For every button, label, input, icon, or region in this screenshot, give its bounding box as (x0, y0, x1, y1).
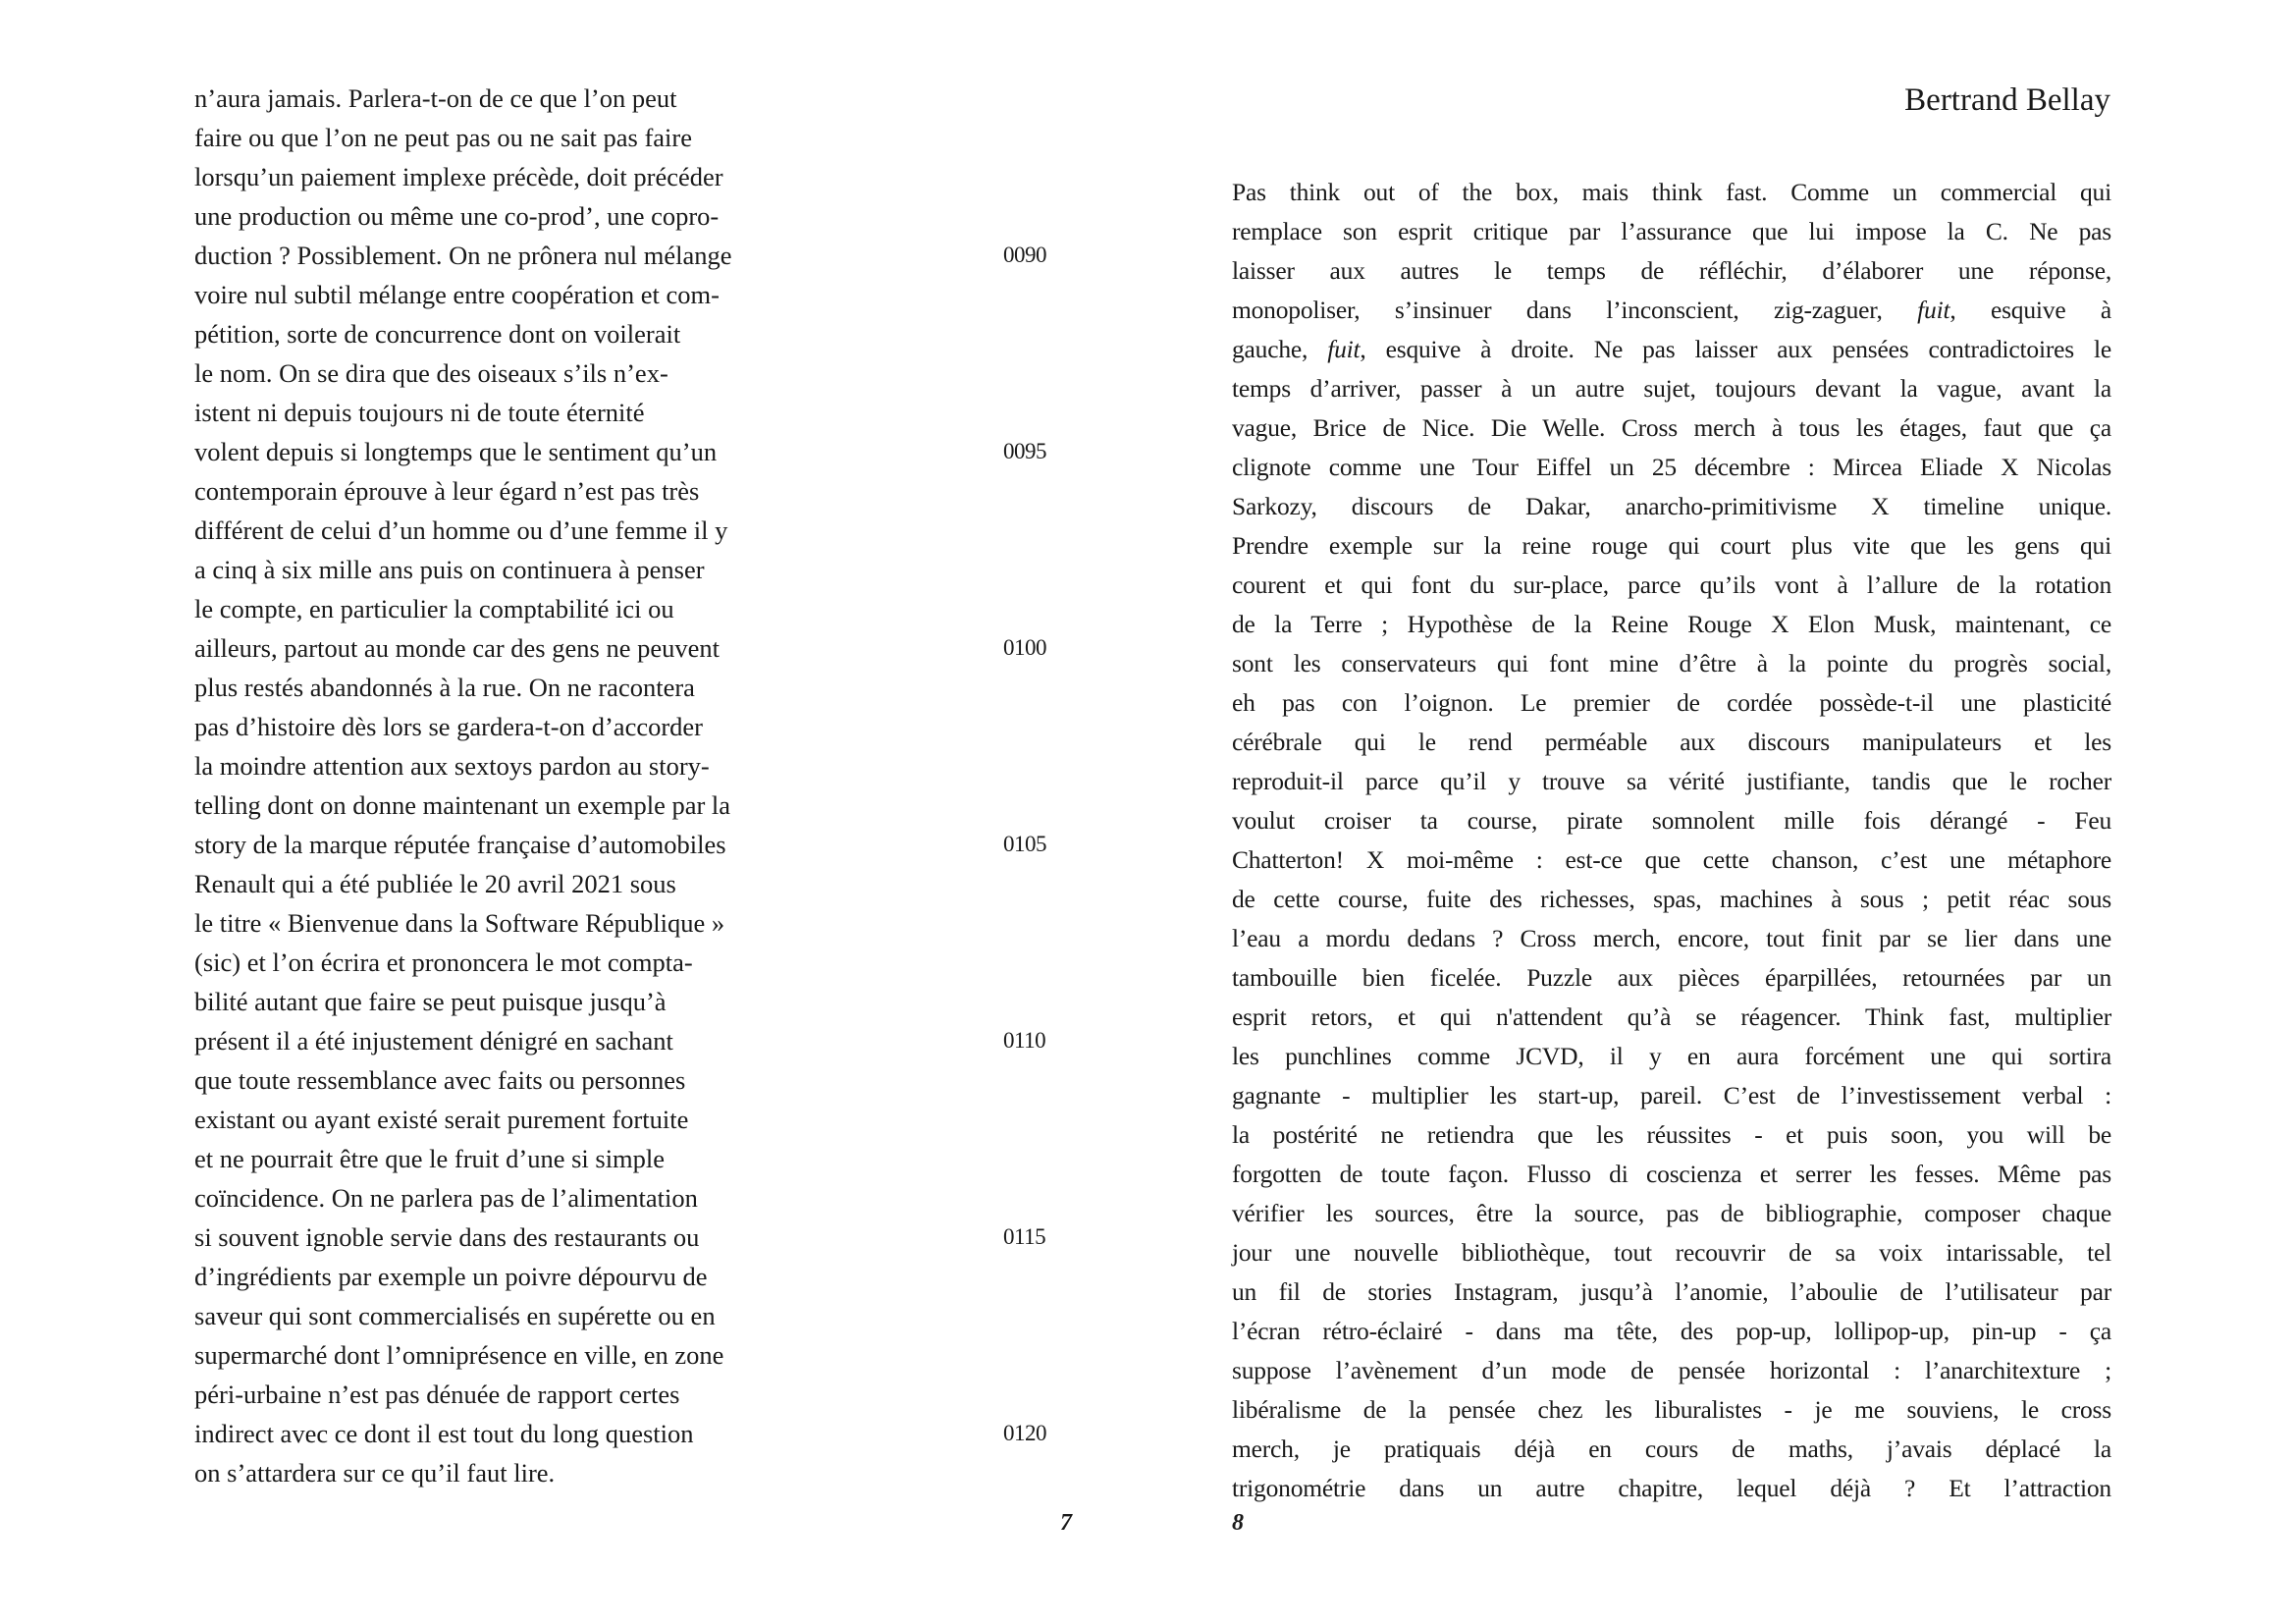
text-line: et ne pourrait être que le fruit d’une si simple (194, 1144, 666, 1173)
text-line: on s’attardera sur ce qu’il faut lire. (194, 1458, 556, 1488)
text-line: existant ou ayant existé serait purement fortuite (194, 1105, 689, 1134)
text-line: péri-urbaine n’est pas dénuée de rapport certes (194, 1380, 680, 1409)
text-segment: Pas think out of the box, mais think fast. Comme un commercial qui (1232, 178, 2111, 206)
line-number: 0100 (1003, 635, 1046, 660)
text-line: Renault qui a été publiée le 20 avril 2021 sous (194, 869, 676, 898)
text-line: story de la marque réputée française d’automobiles (194, 830, 726, 859)
text-segment: esprit retors, et qui n'attendent qu’à se réagencer. Think fast, multiplier (1232, 1002, 2111, 1031)
text-line: indirect avec ce dont il est tout du long question (194, 1419, 694, 1448)
italic-text: fuit (1917, 296, 1950, 324)
text-segment: voulut croiser ta course, pirate somnolent mille fois dérangé - Feu (1232, 806, 2111, 835)
text-segment: eh pas con l’oignon. Le premier de cordée possède-t-il une plasticité (1232, 688, 2111, 717)
text-line: ailleurs, partout au monde car des gens ne peuvent (194, 633, 720, 663)
text-segment: un fil de stories Instagram, jusqu’à l’anomie, l’aboulie de l’utilisateur par (1232, 1277, 2111, 1306)
text-line: d’ingrédients par exemple un poivre dépourvu de (194, 1262, 708, 1291)
text-line (1232, 1390, 2111, 1430)
text-line (1232, 683, 2111, 723)
line-number: 0095 (1003, 439, 1046, 463)
text-line: telling dont on donne maintenant un exemple par la (194, 790, 731, 820)
text-line: istent ni depuis toujours ni de toute éternité (194, 398, 645, 427)
text-line: le nom. On se dira que des oiseaux s’ils n’ex- (194, 358, 668, 388)
page-number-right: 8 (1232, 1510, 1244, 1536)
text-line (1232, 251, 2111, 291)
text-segment: gauche, (1232, 335, 1328, 363)
text-line: plus restés abandonnés à la rue. On ne racontera (194, 673, 695, 702)
text-segment: merch, je pratiquais déjà en cours de maths, j’avais déplacé la (1232, 1435, 2111, 1463)
text-line (1232, 998, 2111, 1037)
text-line: pétition, sorte de concurrence dont on voilerait (194, 319, 681, 349)
text-segment: , esquive à droite. Ne pas laisser aux pensées contradictoires le (1360, 335, 2111, 363)
text-line: lorsqu’un paiement implexe précède, doit précéder (194, 162, 723, 191)
text-segment: cérébrale qui le rend perméable aux discours manipulateurs et les (1232, 728, 2111, 756)
text-line: duction ? Possiblement. On ne prônera nul mélange (194, 241, 732, 270)
text-line: (sic) et l’on écrira et prononcera le mot compta- (194, 947, 693, 977)
text-line: le compte, en particulier la comptabilité ici ou (194, 594, 674, 623)
text-segment: clignote comme une Tour Eiffel un 25 décembre : Mircea Eliade X Nicolas (1232, 453, 2111, 481)
text-line (1232, 408, 2111, 448)
line-number: 0090 (1003, 243, 1046, 267)
text-segment: tambouille bien ficelée. Puzzle aux pièces éparpillées, retournées par un (1232, 963, 2111, 992)
italic-text: fuit (1327, 335, 1361, 363)
text-line (1232, 212, 2111, 251)
text-segment: Sarkozy, discours de Dakar, anarcho-primitivisme X timeline unique. (1232, 492, 2111, 520)
text-line (1232, 566, 2111, 605)
text-segment: vérifier les sources, être la source, pas de bibliographie, composer chaque (1232, 1199, 2111, 1227)
text-line: si souvent ignoble servie dans des restaurants ou (194, 1222, 700, 1252)
text-segment: la postérité ne retiendra que les réussites - et puis soon, you will be (1232, 1120, 2111, 1149)
text-segment: de cette course, fuite des richesses, spas, machines à sous ; petit réac sous (1232, 885, 2111, 913)
text-line (1232, 958, 2111, 998)
text-line (1232, 448, 2111, 487)
text-segment: temps d’arriver, passer à un autre sujet, toujours devant la vague, avant la (1232, 374, 2111, 403)
text-line: bilité autant que faire se peut puisque jusqu’à (194, 987, 667, 1016)
text-segment: l’eau a mordu dedans ? Cross merch, encore, tout finit par se lier dans une (1232, 924, 2111, 952)
text-line (1232, 1469, 2111, 1508)
text-line: différent de celui d’un homme ou d’une femme il y (194, 515, 728, 545)
text-segment: monopoliser, s’insinuer dans l’inconscient, zig-zaguer, (1232, 296, 1918, 324)
text-line: que toute ressemblance avec faits ou personnes (194, 1065, 686, 1095)
text-line (1232, 173, 2111, 212)
text-line: présent il a été injustement dénigré en sachant (194, 1026, 673, 1056)
line-number: 0115 (1003, 1224, 1046, 1249)
text-segment: Prendre exemple sur la reine rouge qui court plus vite que les gens qui (1232, 531, 2111, 560)
text-segment: les punchlines comme JCVD, il y en aura forcément une qui sortira (1232, 1042, 2111, 1070)
line-number: 0110 (1003, 1028, 1046, 1053)
text-line (1232, 880, 2111, 919)
text-segment: , esquive à (1949, 296, 2112, 324)
text-segment: trigonométrie dans un autre chapitre, lequel déjà ? Et l’attraction (1232, 1474, 2111, 1502)
text-segment: l’écran rétro-éclairé - dans ma tête, des pop-up, lollipop-up, pin-up - ça (1232, 1317, 2111, 1345)
text-line (1232, 369, 2111, 408)
text-segment: sont les conservateurs qui font mine d’être à la pointe du progrès social, (1232, 649, 2111, 677)
text-line: une production ou même une co-prod’, une copro- (194, 201, 720, 231)
text-line: n’aura jamais. Parlera-t-on de ce que l’on peut (194, 83, 677, 113)
text-line (1232, 1351, 2111, 1390)
text-segment: reproduit-il parce qu’il y trouve sa vérité justifiante, tandis que le rocher (1232, 767, 2111, 795)
text-line (1232, 526, 2111, 566)
text-line (1232, 291, 2111, 330)
text-line (1232, 1430, 2111, 1469)
text-segment: courent et qui font du sur-place, parce qu’ils vont à l’allure de la rotation (1232, 570, 2111, 599)
text-line: le titre « Bienvenue dans la Software République » (194, 908, 725, 938)
text-line: la moindre attention aux sextoys pardon au story- (194, 751, 710, 781)
text-segment: suppose l’avènement d’un mode de pensée horizontal : l’anarchitexture ; (1232, 1356, 2111, 1384)
text-segment: gagnante - multiplier les start-up, pareil. C’est de l’investissement verbal : (1232, 1081, 2111, 1110)
text-line: contemporain éprouve à leur égard n’est pas très (194, 476, 700, 506)
text-line: faire ou que l’on ne peut pas ou ne sait pas faire (194, 123, 692, 152)
page-number-left: 7 (1060, 1510, 1072, 1536)
text-segment: laisser aux autres le temps de réfléchir, d’élaborer une réponse, (1232, 256, 2111, 285)
text-line (1232, 801, 2111, 840)
text-line (1232, 840, 2111, 880)
text-line (1232, 1115, 2111, 1155)
text-line (1232, 487, 2111, 526)
text-line (1232, 1312, 2111, 1351)
text-line (1232, 605, 2111, 644)
line-number: 0105 (1003, 832, 1046, 856)
text-segment: vague, Brice de Nice. Die Welle. Cross merch à tous les étages, faut que ça (1232, 413, 2111, 442)
line-number: 0120 (1003, 1421, 1046, 1445)
right-page (1148, 0, 2296, 1624)
text-line (1232, 919, 2111, 958)
text-segment: forgotten de toute façon. Flusso di coscienza et serrer les fesses. Même pas (1232, 1160, 2111, 1188)
text-line: saveur qui sont commercialisés en supérette ou en (194, 1301, 716, 1330)
text-line (1232, 330, 2111, 369)
text-line (1232, 762, 2111, 801)
right-page-text (1232, 173, 2111, 1508)
text-segment: de la Terre ; Hypothèse de la Reine Rouge X Elon Musk, maintenant, ce (1232, 610, 2111, 638)
text-line (1232, 1076, 2111, 1115)
text-line (1232, 1155, 2111, 1194)
text-line (1232, 1194, 2111, 1233)
text-line: a cinq à six mille ans puis on continuera à penser (194, 555, 705, 584)
text-line: volent depuis si longtemps que le sentiment qu’un (194, 437, 718, 466)
running-head-author: Bertrand Bellay (1904, 82, 2110, 118)
text-segment: libéralisme de la pensée chez les liburalistes - je me souviens, le cross (1232, 1395, 2111, 1424)
text-segment: Chatterton! X moi-même : est-ce que cette chanson, c’est une métaphore (1232, 845, 2111, 874)
text-line: coïncidence. On ne parlera pas de l’alimentation (194, 1183, 698, 1213)
text-segment: remplace son esprit critique par l’assurance que lui impose la C. Ne pas (1232, 217, 2111, 245)
text-line: supermarché dont l’omniprésence en ville, en zone (194, 1340, 724, 1370)
text-line: pas d’histoire dès lors se gardera-t-on d’accorder (194, 712, 704, 741)
text-line (1232, 644, 2111, 683)
left-page-text (194, 79, 960, 1492)
text-line (1232, 1233, 2111, 1272)
text-line (1232, 1272, 2111, 1312)
text-line (1232, 1037, 2111, 1076)
text-line (1232, 723, 2111, 762)
text-segment: jour une nouvelle bibliothèque, tout recouvrir de sa voix intarissable, tel (1232, 1238, 2111, 1267)
text-line: voire nul subtil mélange entre coopération et com- (194, 280, 720, 309)
